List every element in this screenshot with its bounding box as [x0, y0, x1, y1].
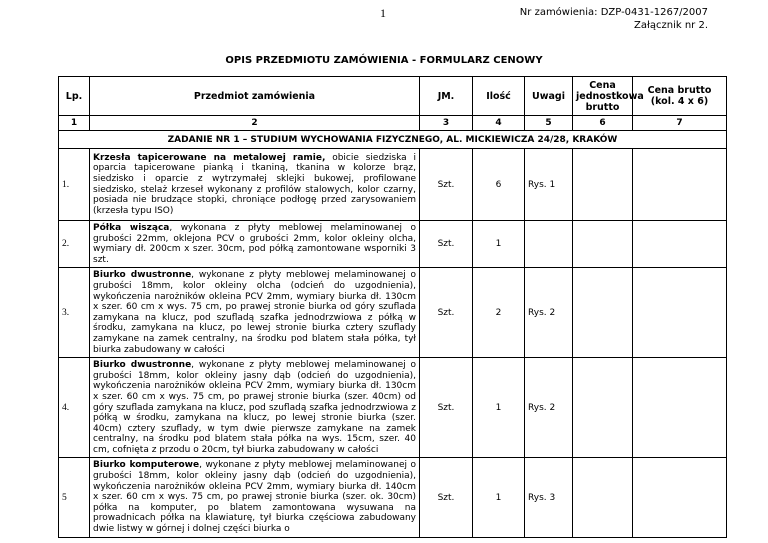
col-lp: Lp. [59, 77, 90, 116]
column-number-row [59, 116, 727, 131]
row-notes: Rys. 2 [525, 268, 573, 358]
column-number: 5 [525, 116, 573, 131]
row-item-details: , wykonana z płyty meblowej melaminowanej o grubości 22mm, oklejona PCV o grubości 2mm, kolor okleiny olcha, wymiary dł. 200cm x szer. 30cm, pod półką zamontowane wsporniki 3 szt. [93, 223, 416, 265]
row-gross-price[interactable] [633, 458, 727, 537]
row-lp: 3. [59, 268, 90, 358]
table-row [59, 458, 727, 537]
column-number: 7 [633, 116, 727, 131]
row-gross-price[interactable] [633, 358, 727, 458]
page-number: 1 [380, 6, 386, 20]
row-lp: 5 [59, 458, 90, 537]
row-unit-price[interactable] [573, 221, 633, 268]
row-lp: 4. [59, 358, 90, 458]
row-unit: Szt. [420, 268, 473, 358]
table-row [59, 149, 727, 221]
row-unit-price[interactable] [573, 458, 633, 537]
row-description [90, 149, 420, 221]
column-number: 3 [420, 116, 473, 131]
column-number: 2 [90, 116, 420, 131]
col-unit-price: Cena jednostkowa brutto [573, 77, 633, 116]
row-item-details: , wykonane z płyty meblowej melaminowanej o grubości 18mm, kolor okleiny jasny dąb (odcień do uzgodnienia), wykończenia narożników okleina PCV 2mm, wymiary biurka dł. 130cm x szer. 60 cm x wys. 75 cm, po prawej stronie biurka (szer. 40cm) od góry szuflada zamykana na klucz, pod szufladą szafka jednodrzwiowa z półką w środku, zamykana na klucz, po lewej stronie biurka (szer. 40cm) cztery szuflady, w tym dwie pierwsze zamykane na zamek centralny, na środku pod blatem stała półka na wys. 15cm, szer. 40 cm, cofnięta z przodu o 20cm, tył biurka zabudowany w całości [93, 360, 416, 455]
row-gross-price[interactable] [633, 149, 727, 221]
header-row [59, 77, 727, 116]
col-qty: Ilość [473, 77, 525, 116]
row-qty: 1 [473, 358, 525, 458]
column-number: 6 [573, 116, 633, 131]
order-number-line: Nr zamówienia: DZP-0431-1267/2007 [519, 7, 708, 18]
order-number [520, 6, 708, 32]
row-description [90, 458, 420, 537]
table-row [59, 221, 727, 268]
row-item-details: obicie siedziska i oparcia tapicerowane pianką i tkaniną, tkanina w kolorze brąz, siedzisko i oparcie z wytrzymałej sklejki bukowej, profilowane siedzisko, stelaż krzeseł wykonany z profilów stalowych, kolor czarny, posiada nie brudzące stopki, chroniące podłogę przed zarysowaniem (krzesła typu ISO) [93, 152, 416, 216]
row-item-name: Biurko dwustronne [93, 270, 192, 281]
col-gross: Cena brutto (kol. 4 x 6) [633, 77, 727, 116]
col-item: Przedmiot zamówienia [90, 77, 420, 116]
column-number: 4 [473, 116, 525, 131]
row-gross-price[interactable] [633, 268, 727, 358]
row-description [90, 358, 420, 458]
row-item-name: Biurko dwustronne [93, 360, 192, 371]
attachment-line: Załącznik nr 2. [634, 20, 708, 31]
row-unit: Szt. [420, 358, 473, 458]
row-unit: Szt. [420, 458, 473, 537]
row-item-name: Półka wisząca [93, 223, 170, 233]
document-title: OPIS PRZEDMIOTU ZAMÓWIENIA - FORMULARZ CENOWY [225, 55, 543, 66]
row-item-details: , wykonane z płyty meblowej melaminowanej o grubości 18mm, kolor okleiny jasny dąb (odcień do uzgodnienia), wykończenia narożników okleina PCV 2mm, wymiary biurka dł. 140cm x szer. 60 cm x wys. 75 cm, po prawej stronie biurka (szer. ok. 30cm) półka na komputer, po blatem zamontowana wysuwana na prowadnicach półka na klawiaturę, tył biurka częściowa zabudowany dwie listwy w górnej i dolnej części biurka o [93, 460, 417, 535]
row-lp: 2. [59, 221, 90, 268]
row-notes: Rys. 2 [525, 358, 573, 458]
task-row [59, 131, 727, 149]
row-item-details: , wykonane z płyty meblowej melaminowanej o grubości 18mm, kolor okleiny olcha (odcień do uzgodnienia), wykończenia narożników okleina PCV 2mm, wymiary biurka dł. 130cm x szer. 60 cm x wys. 75 cm, po prawej stronie biurka od góry szuflada zamykana na klucz, pod szufladą szafka jednodrzwiowa z półką w środku, zamykana na klucz, po lewej stronie biurka cztery szuflady zamykane na zamek centralny, na środku pod blatem stała półka, tył biurka zabudowany w całości [93, 270, 416, 355]
row-item-name: Biurko komputerowe [93, 460, 200, 471]
row-qty: 1 [473, 221, 525, 268]
table-row [59, 358, 727, 458]
row-qty: 1 [473, 458, 525, 537]
task-heading: ZADANIE NR 1 – STUDIUM WYCHOWANIA FIZYCZNEGO, AL. MICKIEWICZA 24/28, KRAKÓW [59, 131, 727, 149]
price-form-table [58, 76, 727, 538]
col-unit: JM. [420, 77, 473, 116]
row-notes: Rys. 3 [525, 458, 573, 537]
col-notes: Uwagi [525, 77, 573, 116]
row-unit: Szt. [420, 149, 473, 221]
row-gross-price[interactable] [633, 221, 727, 268]
row-item-name: Krzesła tapicerowane na metalowej ramie, [93, 152, 326, 163]
row-unit-price[interactable] [573, 149, 633, 221]
row-lp: 1. [59, 149, 90, 221]
column-number: 1 [59, 116, 90, 131]
row-unit: Szt. [420, 221, 473, 268]
row-notes [525, 221, 573, 268]
row-qty: 2 [473, 268, 525, 358]
row-notes: Rys. 1 [525, 149, 573, 221]
row-qty: 6 [473, 149, 525, 221]
row-unit-price[interactable] [573, 268, 633, 358]
table-row [59, 268, 727, 358]
row-description [90, 221, 420, 268]
row-unit-price[interactable] [573, 358, 633, 458]
row-description [90, 268, 420, 358]
